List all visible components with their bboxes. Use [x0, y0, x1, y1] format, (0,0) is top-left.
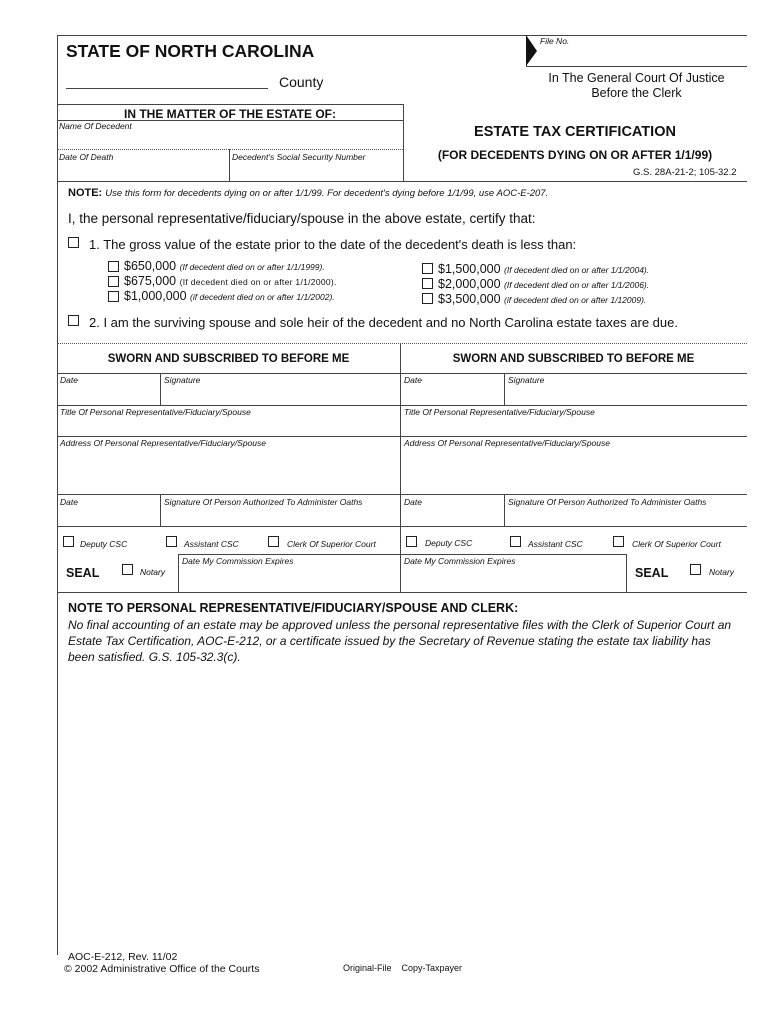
court-line-2: Before the Clerk: [591, 86, 682, 100]
county-label: County: [279, 74, 324, 90]
statute-ref: G.S. 28A-21-2; 105-32.2: [633, 167, 737, 178]
left-oath-date-label: Date: [60, 497, 78, 507]
sworn-top-line: [57, 343, 747, 344]
file-no-underline: [526, 66, 747, 67]
left-signature-label: Signature: [164, 375, 201, 385]
left-assistant-csc-label: Assistant CSC: [184, 539, 239, 549]
decedent-name-line[interactable]: [57, 149, 403, 150]
amount-1-5m-note: (If decedent died on or after 1/1/2004).: [504, 265, 650, 275]
court-caption: [526, 71, 747, 101]
amount-1-5m: [438, 262, 649, 276]
item2-checkbox[interactable]: [68, 315, 79, 326]
left-assistant-csc-checkbox[interactable]: [166, 536, 177, 547]
amount-2m: [438, 277, 649, 291]
estate-bottom-line: [57, 181, 747, 182]
ssn-label: Decedent's Social Security Number: [232, 152, 366, 162]
note-text: Use this form for decedents dying on or after 1/1/99. For decedent's dying before 1/1/99, use AOC-E-207.: [105, 188, 549, 199]
state-heading: STATE OF NORTH CAROLINA: [66, 41, 315, 61]
estate-divider: [403, 104, 404, 181]
death-ssn-divider: [229, 149, 230, 181]
amount-2m-note: (If decedent died on or after 1/1/2006).: [504, 280, 650, 290]
right-deputy-csc-label: Deputy CSC: [425, 538, 473, 548]
right-deputy-csc-checkbox[interactable]: [406, 536, 417, 547]
top-border: [57, 35, 747, 36]
bottom-note-text: No final accounting of an estate may be approved unless the personal representative files with the Clerk of Superior Court an Estate Tax Certification, AOC-E-212, or a certificate issued by the Secretary of Revenue stating the estate tax liability has been satisfied. G.S. 105-32.3(c).: [68, 618, 732, 664]
left-notary-label: Notary: [140, 567, 166, 577]
left-commission-divider: [178, 554, 179, 592]
amount-650k-value: $650,000: [124, 259, 177, 273]
amount-1m-checkbox[interactable]: [108, 291, 119, 302]
right-commission-divider: [626, 554, 627, 592]
court-line-1: In The General Court Of Justice: [548, 71, 725, 85]
item1-text: 1. The gross value of the estate prior to the date of the decedent's death is less than:: [89, 237, 577, 252]
amount-3-5m: [438, 292, 646, 306]
amount-650k-note: (If decedent died on or after 1/1/1999).: [179, 262, 325, 272]
amount-3-5m-note: (if decedent died on or after 1/12009).: [504, 295, 647, 305]
amount-675k: [124, 274, 337, 288]
right-address-label: Address Of Personal Representative/Fiduciary/Spouse: [404, 438, 610, 448]
amount-1-5m-value: $1,500,000: [438, 262, 501, 276]
name-of-decedent-label: Name Of Decedent: [59, 121, 132, 131]
amount-1m: [124, 289, 335, 303]
left-notary-checkbox[interactable]: [122, 564, 133, 575]
form-subtitle: (FOR DECEDENTS DYING ON OR AFTER 1/1/99): [437, 148, 713, 162]
left-commission-label: Date My Commission Expires: [182, 556, 294, 566]
item1-checkbox[interactable]: [68, 237, 79, 248]
right-clerk-label: Clerk Of Superior Court: [632, 539, 721, 549]
right-title-label: Title Of Personal Representative/Fiduciary/Spouse: [404, 407, 595, 417]
right-oath-divider: [504, 494, 505, 526]
estate-top-line: [57, 104, 403, 105]
left-address-label: Address Of Personal Representative/Fiduciary/Spouse: [60, 438, 266, 448]
right-commission-label: Date My Commission Expires: [404, 556, 516, 566]
county-line[interactable]: [66, 88, 268, 89]
copy-distribution: Original-File Copy-Taxpayer: [343, 963, 463, 973]
item2-text: 2. I am the surviving spouse and sole heir of the decedent and no North Carolina estate taxes are due.: [89, 315, 678, 330]
left-authorized-sig-label: Signature Of Person Authorized To Administer Oaths: [164, 497, 363, 507]
date-of-death-label: Date Of Death: [59, 152, 114, 162]
right-assistant-csc-label: Assistant CSC: [528, 539, 583, 549]
amount-650k: [124, 259, 325, 273]
copyright: © 2002 Administrative Office of the Courts: [64, 963, 260, 975]
right-clerk-checkbox[interactable]: [613, 536, 624, 547]
left-title-label: Title Of Personal Representative/Fiduciary/Spouse: [60, 407, 251, 417]
right-notary-label: Notary: [709, 567, 735, 577]
right-commission-top-line: [400, 554, 626, 555]
right-seal-label: SEAL: [635, 566, 669, 580]
sworn-heading-right: SWORN AND SUBSCRIBED TO BEFORE ME: [452, 353, 695, 365]
amount-2m-checkbox[interactable]: [422, 278, 433, 289]
file-no-label: File No.: [540, 36, 570, 46]
left-oath-divider: [160, 494, 161, 526]
left-clerk-label: Clerk Of Superior Court: [287, 539, 376, 549]
right-assistant-csc-checkbox[interactable]: [510, 536, 521, 547]
right-date-label: Date: [404, 375, 422, 385]
title-row-line: [57, 436, 747, 437]
amount-650k-checkbox[interactable]: [108, 261, 119, 272]
note-line: [68, 187, 548, 199]
left-date-sig-divider: [160, 373, 161, 405]
left-deputy-csc-label: Deputy CSC: [80, 539, 128, 549]
estate-matter-heading: IN THE MATTER OF THE ESTATE OF:: [124, 107, 336, 121]
sworn-bottom-line: [57, 592, 747, 593]
amount-675k-value: $675,000: [124, 274, 177, 288]
right-date-sig-divider: [504, 373, 505, 405]
form-number: AOC-E-212, Rev. 11/02: [68, 951, 178, 963]
amount-3-5m-checkbox[interactable]: [422, 293, 433, 304]
bottom-note-heading: NOTE TO PERSONAL REPRESENTATIVE/FIDUCIARY/SPOUSE AND CLERK:: [68, 601, 519, 615]
note-label: NOTE:: [68, 187, 103, 199]
left-commission-top-line: [178, 554, 400, 555]
sig-row-line: [57, 405, 747, 406]
certify-statement: I, the personal representative/fiduciary/spouse in the above estate, certify that:: [68, 211, 536, 226]
amount-1m-note: (if decedent died on or after 1/1/2002).: [190, 292, 335, 302]
sworn-heading-left: SWORN AND SUBSCRIBED TO BEFORE ME: [107, 353, 350, 365]
left-border: [57, 35, 58, 955]
amount-675k-note: (If decedent died on or after 1/1/2000).: [179, 277, 337, 287]
arrow-marker-icon: [524, 35, 538, 67]
amount-1m-value: $1,000,000: [124, 289, 187, 303]
amount-675k-checkbox[interactable]: [108, 276, 119, 287]
right-oath-date-label: Date: [404, 497, 422, 507]
form-title: ESTATE TAX CERTIFICATION: [474, 124, 676, 140]
right-authorized-sig-label: Signature Of Person Authorized To Administer Oaths: [508, 497, 707, 507]
left-clerk-checkbox[interactable]: [268, 536, 279, 547]
left-seal-label: SEAL: [66, 566, 100, 580]
right-signature-label: Signature: [508, 375, 545, 385]
left-date-label: Date: [60, 375, 78, 385]
right-notary-checkbox[interactable]: [690, 564, 701, 575]
left-deputy-csc-checkbox[interactable]: [63, 536, 74, 547]
amount-1-5m-checkbox[interactable]: [422, 263, 433, 274]
oath-row-line: [57, 526, 747, 527]
amount-2m-value: $2,000,000: [438, 277, 501, 291]
amount-3-5m-value: $3,500,000: [438, 292, 501, 306]
